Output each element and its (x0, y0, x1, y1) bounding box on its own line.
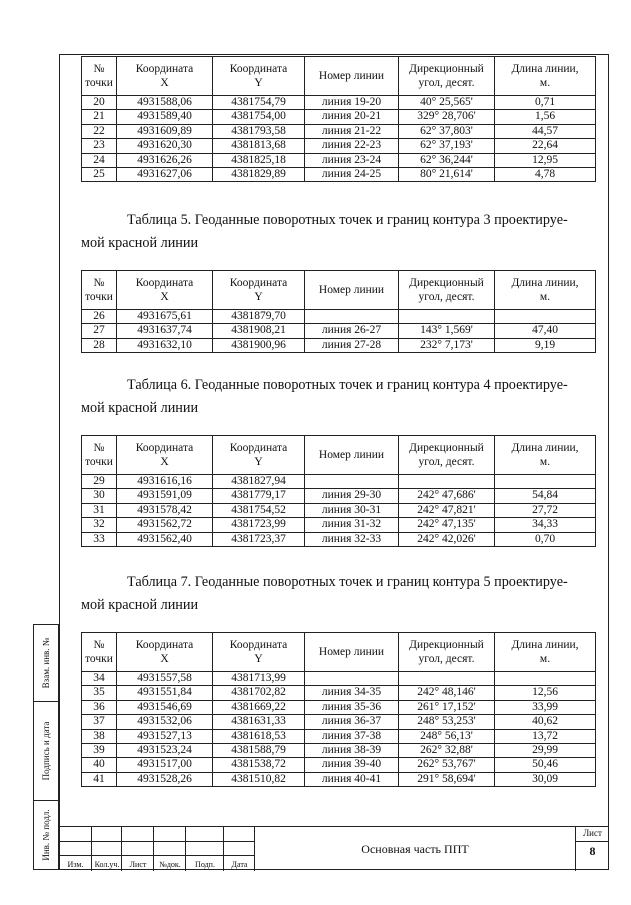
cell-point-no: 31 (82, 503, 117, 517)
table-row (82, 124, 596, 138)
cell-point-no: 25 (82, 168, 117, 182)
cell-line-length: 54,84 (495, 489, 596, 503)
cell-line-name: линия 40-41 (305, 772, 399, 786)
cell-line-name: линия 21-22 (305, 124, 399, 138)
cell-coord-x: 4931591,09 (117, 489, 213, 503)
cell-line-length: 33,99 (495, 700, 596, 714)
table-header-row (82, 633, 596, 672)
table-row (82, 700, 596, 714)
table-header-row (82, 271, 596, 310)
side-stamp-podpis: Подпись и дата (33, 701, 59, 801)
cell-line-name: линия 24-25 (305, 168, 399, 182)
cell-direction-angle: 62° 37,803' (399, 124, 495, 138)
header-coord-y: Координата Y (213, 57, 305, 96)
table5 (81, 270, 596, 353)
cell-coord-x: 4931588,06 (117, 96, 213, 110)
header-line-length: Длина линии, м. (495, 436, 596, 475)
stamp-label-koluch: Кол.уч. (94, 860, 120, 869)
table-row (82, 758, 596, 772)
table-header-row (82, 57, 596, 96)
cell-direction-angle: 248° 56,13' (399, 729, 495, 743)
cell-direction-angle: 242° 42,026' (399, 532, 495, 546)
table6 (81, 435, 596, 547)
cell-point-no: 20 (82, 96, 117, 110)
cell-line-name: линия 29-30 (305, 489, 399, 503)
table6-caption: Таблица 6. Геоданные поворотных точек и границ контура 4 проектируе- мой красной линии (81, 377, 568, 416)
header-coord-x: Координата X (117, 57, 213, 96)
cell-point-no: 30 (82, 489, 117, 503)
cell-coord-x: 4931616,16 (117, 475, 213, 489)
cell-point-no: 40 (82, 758, 117, 772)
cell-line-length: 1,56 (495, 110, 596, 124)
cell-line-name: линия 30-31 (305, 503, 399, 517)
cell-line-length: 44,57 (495, 124, 596, 138)
cell-line-name: линия 27-28 (305, 338, 399, 352)
cell-point-no: 35 (82, 686, 117, 700)
cell-coord-y: 4381510,82 (213, 772, 305, 786)
table-row (82, 475, 596, 489)
table-row (82, 686, 596, 700)
cell-coord-y: 4381908,21 (213, 324, 305, 338)
cell-direction-angle: 262° 32,88' (399, 744, 495, 758)
cell-line-name: линия 20-21 (305, 110, 399, 124)
table-row (82, 153, 596, 167)
header-point-no: № точки (82, 633, 117, 672)
cell-coord-y: 4381723,37 (213, 532, 305, 546)
cell-coord-y: 4381618,53 (213, 729, 305, 743)
cell-line-name: линия 31-32 (305, 518, 399, 532)
cell-direction-angle: 143° 1,569' (399, 324, 495, 338)
cell-line-length (495, 310, 596, 324)
header-coord-x: Координата X (117, 633, 213, 672)
header-line-length: Длина линии, м. (495, 57, 596, 96)
cell-coord-x: 4931562,40 (117, 532, 213, 546)
cell-coord-x: 4931627,06 (117, 168, 213, 182)
cell-direction-angle: 291° 58,694' (399, 772, 495, 786)
cell-line-name: линия 19-20 (305, 96, 399, 110)
cell-point-no: 22 (82, 124, 117, 138)
cell-coord-y: 4381754,79 (213, 96, 305, 110)
header-coord-x: Координата X (117, 436, 213, 475)
cell-line-length: 50,46 (495, 758, 596, 772)
cell-point-no: 26 (82, 310, 117, 324)
cell-line-length: 13,72 (495, 729, 596, 743)
cell-coord-x: 4931517,00 (117, 758, 213, 772)
cell-direction-angle: 242° 47,686' (399, 489, 495, 503)
cell-point-no: 33 (82, 532, 117, 546)
header-line-name: Номер линии (305, 633, 399, 672)
cell-coord-y: 4381754,52 (213, 503, 305, 517)
stamp-label-list: Лист (129, 860, 147, 869)
header-direction-angle: Дирекционный угол, десят. (399, 57, 495, 96)
cell-line-name: линия 32-33 (305, 532, 399, 546)
cell-line-name: линия 37-38 (305, 729, 399, 743)
stamp-label-podp: Подп. (195, 860, 215, 869)
cell-point-no: 29 (82, 475, 117, 489)
table-row (82, 729, 596, 743)
cell-point-no: 28 (82, 338, 117, 352)
cell-point-no: 23 (82, 139, 117, 153)
stamp-label-data: Дата (231, 860, 248, 869)
table-row (82, 324, 596, 338)
table-row (82, 772, 596, 786)
cell-coord-x: 4931562,72 (117, 518, 213, 532)
cell-coord-y: 4381829,89 (213, 168, 305, 182)
cell-direction-angle: 242° 47,135' (399, 518, 495, 532)
cell-coord-x: 4931532,06 (117, 715, 213, 729)
cell-direction-angle: 62° 36,244' (399, 153, 495, 167)
cell-direction-angle: 232° 7,173' (399, 338, 495, 352)
cell-line-length: 9,19 (495, 338, 596, 352)
table-row (82, 715, 596, 729)
cell-coord-x: 4931637,74 (117, 324, 213, 338)
cell-coord-y: 4381631,33 (213, 715, 305, 729)
table-row (82, 110, 596, 124)
cell-coord-y: 4381879,70 (213, 310, 305, 324)
header-line-name: Номер линии (305, 57, 399, 96)
table-row (82, 532, 596, 546)
cell-line-length: 47,40 (495, 324, 596, 338)
stamp-label-izm: Изм. (67, 860, 84, 869)
cell-direction-angle: 329° 28,706' (399, 110, 495, 124)
cell-coord-x: 4931528,26 (117, 772, 213, 786)
header-direction-angle: Дирекционный угол, десят. (399, 436, 495, 475)
cell-direction-angle: 40° 25,565' (399, 96, 495, 110)
cell-coord-x: 4931632,10 (117, 338, 213, 352)
cell-coord-y: 4381779,17 (213, 489, 305, 503)
cell-coord-x: 4931620,30 (117, 139, 213, 153)
cell-line-length (495, 672, 596, 686)
sheet-label: Лист (576, 828, 609, 842)
cell-line-length: 29,99 (495, 744, 596, 758)
cell-coord-y: 4381723,99 (213, 518, 305, 532)
cell-coord-x: 4931523,24 (117, 744, 213, 758)
side-stamp-vzam: Взам. инв. № (33, 624, 59, 702)
cell-direction-angle: 248° 53,253' (399, 715, 495, 729)
side-stamp-inv: Инв. № подл. (33, 800, 59, 870)
table7 (81, 632, 596, 787)
cell-line-length: 12,56 (495, 686, 596, 700)
header-point-no: № точки (82, 57, 117, 96)
cell-point-no: 37 (82, 715, 117, 729)
header-line-length: Длина линии, м. (495, 633, 596, 672)
table-row (82, 310, 596, 324)
cell-line-name: линия 36-37 (305, 715, 399, 729)
cell-coord-y: 4381702,82 (213, 686, 305, 700)
cell-direction-angle: 242° 48,146' (399, 686, 495, 700)
cell-direction-angle (399, 672, 495, 686)
cell-coord-y: 4381713,99 (213, 672, 305, 686)
cell-line-name (305, 475, 399, 489)
cell-line-length: 0,71 (495, 96, 596, 110)
cell-line-length (495, 475, 596, 489)
cell-line-length: 40,62 (495, 715, 596, 729)
cell-coord-x: 4931589,40 (117, 110, 213, 124)
cell-coord-x: 4931578,42 (117, 503, 213, 517)
cell-line-name: линия 34-35 (305, 686, 399, 700)
header-line-length: Длина линии, м. (495, 271, 596, 310)
cell-point-no: 32 (82, 518, 117, 532)
cell-coord-x: 4931557,58 (117, 672, 213, 686)
cell-direction-angle: 261° 17,152' (399, 700, 495, 714)
cell-direction-angle: 62° 37,193' (399, 139, 495, 153)
cell-line-name: линия 23-24 (305, 153, 399, 167)
cell-coord-x: 4931609,89 (117, 124, 213, 138)
table-row (82, 96, 596, 110)
cell-line-name: линия 35-36 (305, 700, 399, 714)
cell-coord-y: 4381669,22 (213, 700, 305, 714)
cell-point-no: 21 (82, 110, 117, 124)
table-row (82, 672, 596, 686)
cell-direction-angle (399, 310, 495, 324)
cell-direction-angle: 80° 21,614' (399, 168, 495, 182)
cell-coord-y: 4381825,18 (213, 153, 305, 167)
cell-line-name (305, 310, 399, 324)
header-point-no: № точки (82, 436, 117, 475)
title-block (59, 826, 609, 870)
sheet-box (575, 827, 609, 871)
cell-line-length: 4,78 (495, 168, 596, 182)
cell-coord-x: 4931527,13 (117, 729, 213, 743)
header-coord-x: Координата X (117, 271, 213, 310)
cell-point-no: 36 (82, 700, 117, 714)
cell-direction-angle: 242° 47,821' (399, 503, 495, 517)
cell-line-name: линия 38-39 (305, 744, 399, 758)
cell-coord-y: 4381813,68 (213, 139, 305, 153)
cell-coord-x: 4931626,26 (117, 153, 213, 167)
table-row (82, 744, 596, 758)
document-title: Основная часть ППТ (361, 841, 469, 856)
table-contour-2-continued (81, 56, 596, 182)
table-header-row (82, 436, 596, 475)
cell-line-name: линия 26-27 (305, 324, 399, 338)
header-coord-y: Координата Y (213, 271, 305, 310)
header-coord-y: Координата Y (213, 436, 305, 475)
table-row (82, 338, 596, 352)
header-line-name: Номер линии (305, 271, 399, 310)
cell-line-length: 34,33 (495, 518, 596, 532)
header-line-name: Номер линии (305, 436, 399, 475)
cell-line-length: 22,64 (495, 139, 596, 153)
table-row (82, 503, 596, 517)
cell-coord-y: 4381538,72 (213, 758, 305, 772)
cell-line-length: 30,09 (495, 772, 596, 786)
header-direction-angle: Дирекционный угол, десят. (399, 271, 495, 310)
cell-line-name: линия 39-40 (305, 758, 399, 772)
cell-point-no: 41 (82, 772, 117, 786)
table-row (82, 168, 596, 182)
cell-coord-y: 4381827,94 (213, 475, 305, 489)
cell-line-length: 12,95 (495, 153, 596, 167)
cell-line-name (305, 672, 399, 686)
cell-line-length: 0,70 (495, 532, 596, 546)
header-point-no: № точки (82, 271, 117, 310)
stamp-label-ndok: №док. (159, 860, 181, 869)
cell-coord-x: 4931551,84 (117, 686, 213, 700)
cell-line-name: линия 22-23 (305, 139, 399, 153)
cell-coord-x: 4931675,61 (117, 310, 213, 324)
cell-point-no: 34 (82, 672, 117, 686)
cell-direction-angle: 262° 53,767' (399, 758, 495, 772)
header-direction-angle: Дирекционный угол, десят. (399, 633, 495, 672)
table7-caption: Таблица 7. Геоданные поворотных точек и границ контура 5 проектируе- мой красной линии (81, 574, 568, 613)
table5-caption: Таблица 5. Геоданные поворотных точек и границ контура 3 проектируе- мой красной линии (81, 212, 568, 251)
cell-line-length: 27,72 (495, 503, 596, 517)
cell-coord-y: 4381793,58 (213, 124, 305, 138)
header-coord-y: Координата Y (213, 633, 305, 672)
cell-coord-y: 4381900,96 (213, 338, 305, 352)
table-row (82, 139, 596, 153)
table-row (82, 489, 596, 503)
table-row (82, 518, 596, 532)
cell-coord-y: 4381754,00 (213, 110, 305, 124)
cell-coord-y: 4381588,79 (213, 744, 305, 758)
cell-point-no: 27 (82, 324, 117, 338)
cell-point-no: 24 (82, 153, 117, 167)
cell-point-no: 39 (82, 744, 117, 758)
cell-coord-x: 4931546,69 (117, 700, 213, 714)
cell-point-no: 38 (82, 729, 117, 743)
cell-direction-angle (399, 475, 495, 489)
sheet-number: 8 (589, 844, 596, 858)
